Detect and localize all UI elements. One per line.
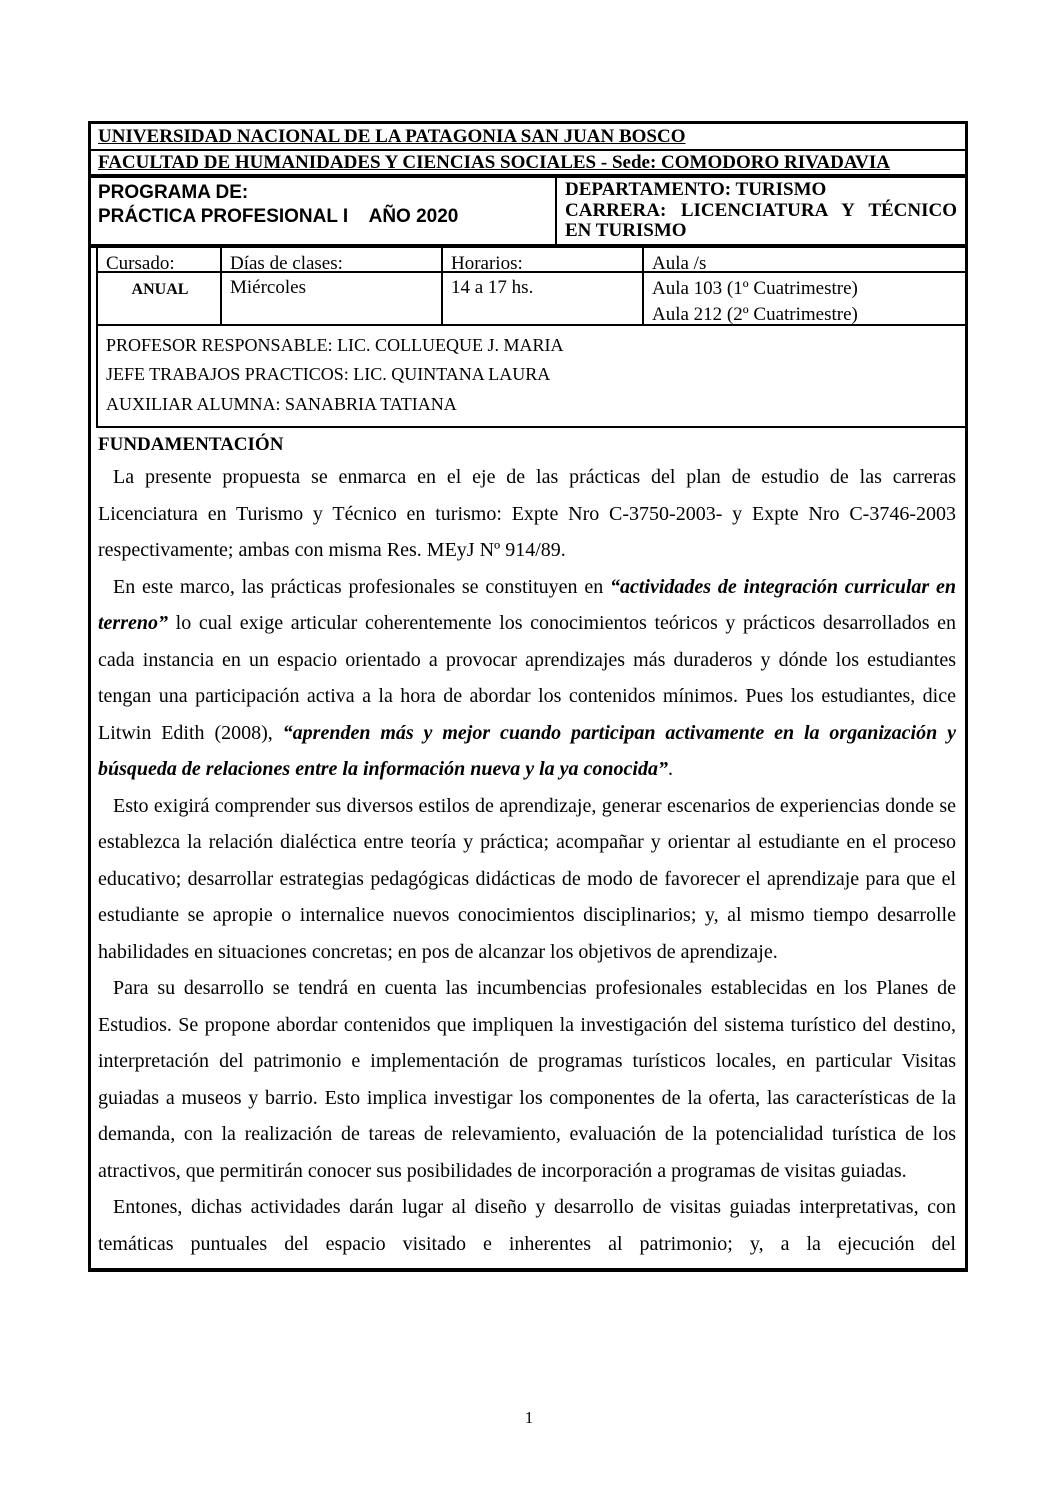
text-run: Esto exigirá comprender sus diversos estilos de aprendizaje, generar escenarios de experiencias donde se establezca la relación dialéctica entre teoría y práctica; acompañar y orientar al estudiante en el proceso educativo; desarrollar estrategias pedagógicas didácticas de modo de favorecer el aprendizaje para que el estudiante se apropie o internalice nuevos conocimientos disciplinarios; y, al mismo tiempo desarrolle habilidades en situaciones concretas; en pos de alcanzar los objetivos de aprendizaje. xyxy=(98,794,956,963)
program-label: PROGRAMA DE: xyxy=(98,182,249,203)
paragraph xyxy=(98,569,956,788)
page-number: 1 xyxy=(524,1408,534,1427)
text-run: En este marco, las prácticas profesionales se constituyen en xyxy=(113,575,610,598)
paragraph xyxy=(98,970,956,1189)
aula-line-2: Aula 212 (2º Cuatrimestre) xyxy=(652,303,858,325)
paragraph xyxy=(98,788,956,971)
schedule-data-row xyxy=(98,271,965,324)
text-run: Entones, dichas actividades darán lugar al diseño y desarrollo de visitas guiadas interpretativas, con temáticas puntuales del espacio visitado e inherentes al patrimonio; y, a la ejecución del xyxy=(98,1196,956,1255)
aula-line-1: Aula 103 (1º Cuatrimestre) xyxy=(652,277,858,299)
section-title-fundamentacion: FUNDAMENTACIÓN xyxy=(98,434,284,455)
career-line: CARRERA: LICENCIATURA Y TÉCNICO EN TURISMO xyxy=(565,199,957,241)
university-title: UNIVERSIDAD NACIONAL DE LA PATAGONIA SAN JUAN BOSCO xyxy=(91,124,965,151)
paragraph xyxy=(98,1189,956,1262)
text-run: . xyxy=(667,758,673,780)
paragraph xyxy=(98,459,956,569)
header-dias: Días de clases: xyxy=(222,248,443,271)
schedule-header-row xyxy=(98,248,965,274)
staff-jefe-tp: JEFE TRABAJOS PRACTICOS: LIC. QUINTANA LAURA xyxy=(106,364,551,384)
text-run: Para su desarrollo se tendrá en cuenta las incumbencias profesionales establecidas en los Planes de Estudios. Se propone abordar contenidos que impliquen la investigación del sistema turístico del destino, interpretación del patrimonio e implementación de programas turísticos locales, en particular Visitas guiadas a museos y barrio. Esto implica investigar los componentes de la oferta, las características de la demanda, con la realización de tareas de relevamiento, evaluación de la potencialidad turística de los atractivos, que permitirán conocer sus posibilidades de incorporación a programas de visitas guiadas. xyxy=(98,977,956,1182)
body-paragraphs xyxy=(91,456,965,1268)
quoted-italic-text: “aprenden más y mejor cuando participan activamente en la organización y búsqueda de relaciones entre la información nueva y la ya conocida” xyxy=(98,721,956,780)
staff-auxiliar: AUXILIAR ALUMNA: SANABRIA TATIANA xyxy=(106,393,457,414)
department-line: DEPARTAMENTO: TURISMO xyxy=(565,179,827,200)
staff-box xyxy=(98,324,965,427)
department-career-cell xyxy=(555,178,965,244)
program-document xyxy=(88,121,968,1272)
cell-dias: Miércoles xyxy=(222,271,443,324)
cell-aulas xyxy=(644,271,965,324)
header-horarios: Horarios: xyxy=(443,248,644,271)
cell-cursado: ANUAL xyxy=(98,271,222,324)
text-run: lo cual exige articular coherentemente los conocimientos teóricos y prácticos desarrollados en cada instancia en un espacio orientado a provocar aprendizajes más duraderos y dónde los estudiantes tengan una participación activa a la hora de abordar los contenidos mínimos. Pues los estudiantes, dice Litwin Edith (2008), xyxy=(98,612,956,744)
staff-professor: PROFESOR RESPONSABLE: LIC. COLLUEQUE J. MARIA xyxy=(106,334,564,355)
program-name: PRÁCTICA PROFESIONAL I AÑO 2020 xyxy=(98,206,459,227)
cell-horarios: 14 a 17 hs. xyxy=(443,271,644,324)
header-cursado: Cursado: xyxy=(98,248,222,271)
text-run: La presente propuesta se enmarca en el eje de las prácticas del plan de estudio de las carreras Licenciatura en Turismo y Técnico en turismo: Expte Nro C-3750-2003- y Expte Nro C-3746-2003 respectivamente; ambas con misma Res. MEyJ Nº 914/89. xyxy=(98,466,956,561)
header-aulas: Aula /s xyxy=(652,252,707,274)
quoted-italic-text: “actividades de integración curricular en terreno” xyxy=(98,575,956,634)
schedule-table xyxy=(96,248,965,429)
schedule-section xyxy=(91,248,965,429)
program-header-row xyxy=(91,178,965,248)
faculty-title: FACULTAD DE HUMANIDADES Y CIENCIAS SOCIALES - Sede: COMODORO RIVADAVIA xyxy=(91,151,965,178)
program-cell xyxy=(91,178,555,244)
